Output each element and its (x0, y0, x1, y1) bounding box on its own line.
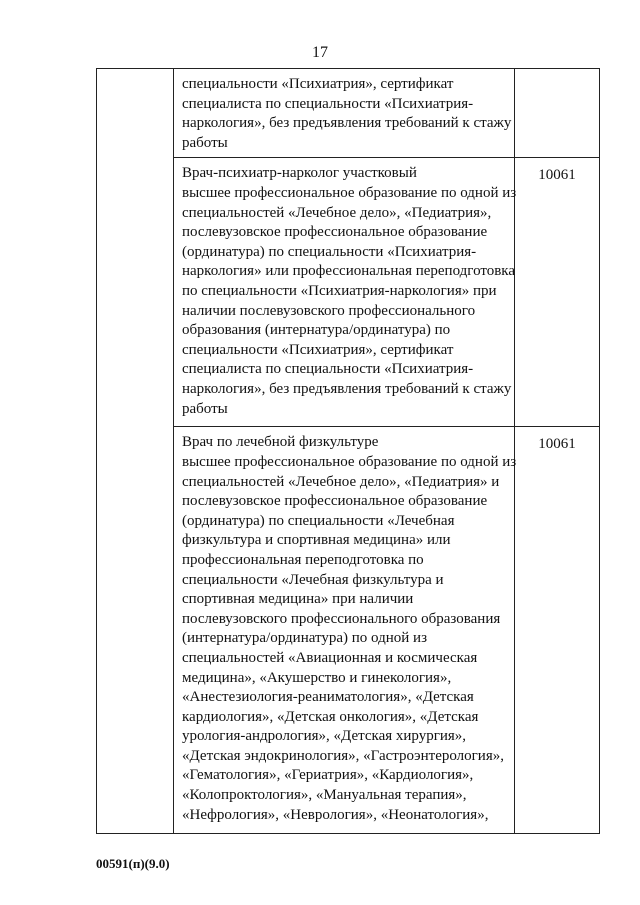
description-line: наличии послевузовского профессионального (182, 302, 476, 319)
description-line: специальностей «Лечебное дело», «Педиатрия» и (182, 473, 500, 490)
code-cell: 10061 (515, 158, 600, 427)
description-line: наркология», без предъявления требований к стажу (182, 380, 512, 397)
code-cell (515, 69, 600, 158)
description-line: специальности «Психиатрия», сертификат (182, 76, 454, 92)
description-line: специальности «Психиатрия», сертификат (182, 341, 454, 358)
description-line: кардиология», «Детская онкология», «Детская (182, 708, 479, 725)
description-line: послевузовского профессионального образования (182, 610, 501, 627)
description-line: специальностей «Авиационная и космическая (182, 649, 478, 666)
description-line: «Анестезиология-реаниматология», «Детская (182, 689, 474, 706)
description-line: «Детская эндокринология», «Гастроэнтерология», (182, 747, 504, 764)
description-line: высшее профессиональное образование по одной из (182, 453, 517, 470)
description-line: спортивная медицина» при наличии (182, 591, 414, 608)
description-cell (174, 427, 515, 834)
description-line: (интернатура/ординатура) по одной из (182, 630, 427, 647)
description-line: медицина», «Акушерство и гинекология», (182, 669, 452, 686)
table-row (97, 69, 600, 158)
empty-first-column-cell (97, 69, 174, 834)
description-cell (174, 158, 515, 427)
description-line: образования (интернатура/ординатура) по (182, 322, 451, 339)
description-line: высшее профессиональное образование по одной из (182, 184, 517, 201)
qualification-table (96, 68, 600, 834)
description-line: специальности «Лечебная физкультура и (182, 571, 444, 588)
description-line: наркология» или профессиональная переподготовка (182, 263, 516, 280)
description-line: послевузовское профессиональное образование (182, 224, 488, 241)
description-line: «Колопроктология», «Мануальная терапия», (182, 787, 467, 804)
description-line: специалиста по специальности «Психиатрия- (182, 361, 474, 378)
description-line: наркология», без предъявления требований к стажу (182, 115, 512, 132)
description-line: «Нефрология», «Неврология», «Неонатология», (182, 806, 489, 823)
description-cell (174, 69, 515, 158)
description-line: специалиста по специальности «Психиатрия- (182, 95, 474, 112)
description-line: (ординатура) по специальности «Психиатрия- (182, 243, 477, 260)
code-cell: 10061 (515, 427, 600, 834)
description-line: физкультура и спортивная медицина» или (182, 532, 451, 549)
description-line: послевузовское профессиональное образование (182, 493, 488, 510)
description-line: профессиональная переподготовка по (182, 551, 424, 568)
position-title: Врач по лечебной физкультуре (182, 434, 379, 451)
description-line: работы (182, 134, 228, 151)
description-line: «Гематология», «Гериатрия», «Кардиология», (182, 767, 474, 784)
description-line: урология-андрология», «Детская хирургия», (182, 728, 467, 745)
document-footer-code: 00591(п)(9.0) (96, 856, 170, 871)
description-line: по специальности «Психиатрия-наркология» при (182, 282, 497, 299)
description-line: работы (182, 400, 228, 417)
description-line: (ординатура) по специальности «Лечебная (182, 512, 455, 529)
page-number: 17 (312, 44, 328, 61)
description-line: специальностей «Лечебное дело», «Педиатрия», (182, 204, 492, 221)
position-title: Врач-психиатр-нарколог участковый (182, 165, 417, 182)
